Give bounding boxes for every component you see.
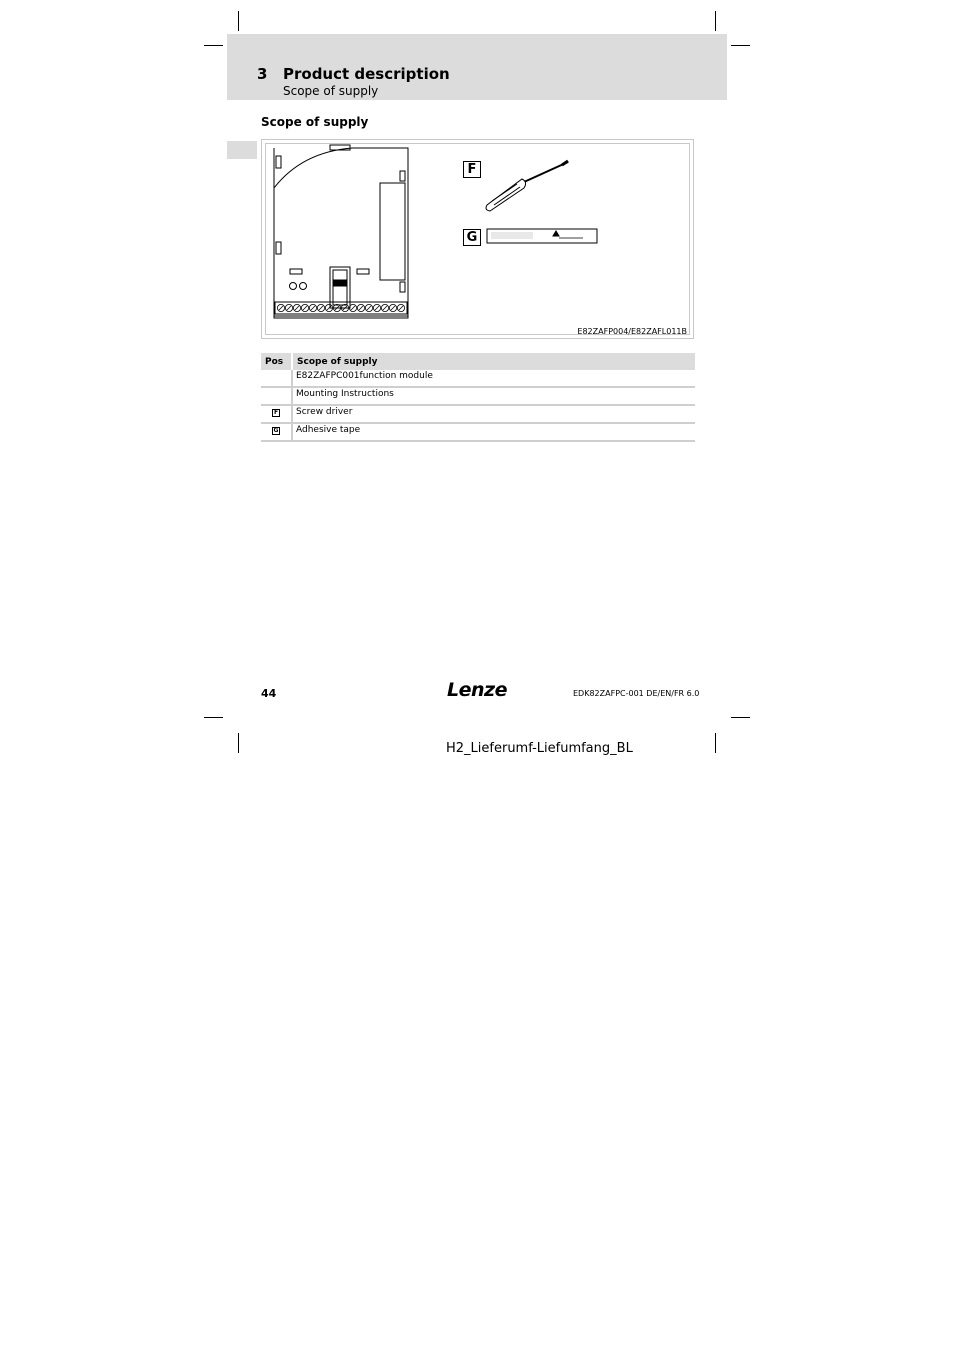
pos-label-g: G (273, 427, 279, 434)
file-label: H2_Lieferumf-Liefumfang_BL (446, 741, 633, 756)
document-id: EDK82ZAFPC-001 DE/EN/FR 6.0 (573, 689, 700, 698)
crop-mark (731, 717, 750, 718)
item-cell: E82ZAFPC001function module (292, 370, 695, 387)
table-row (261, 370, 695, 387)
crop-mark (204, 45, 223, 46)
section-heading: Scope of supply (261, 115, 369, 129)
page-number: 44 (261, 687, 277, 700)
figure-code: E82ZAFP004/E82ZAFL011B (577, 327, 687, 336)
adhesive-tape-drawing (487, 229, 597, 243)
crop-mark (204, 717, 223, 718)
chapter-title: Product description (283, 65, 450, 83)
pos-cell (261, 405, 292, 423)
pos-cell (261, 387, 292, 405)
chapter-subtitle: Scope of supply (283, 84, 379, 98)
item-cell: Adhesive tape (292, 423, 695, 441)
table-row (261, 387, 695, 405)
crop-mark (715, 11, 716, 31)
screwdriver-drawing (486, 161, 568, 211)
pos-cell (261, 370, 292, 387)
crop-mark (238, 11, 239, 31)
side-tab-marker (227, 141, 257, 159)
function-module-drawing (274, 145, 408, 318)
crop-mark (238, 733, 239, 753)
pos-label-f: F (273, 409, 279, 416)
item-cell: Mounting Instructions (292, 387, 695, 405)
scope-of-supply-figure (261, 139, 694, 339)
table-row (261, 423, 695, 441)
scope-of-supply-table (261, 353, 695, 442)
pos-cell (261, 423, 292, 441)
table-row (261, 405, 695, 423)
crop-mark (715, 733, 716, 753)
lenze-logo: Lenze (447, 679, 507, 701)
chapter-number: 3 (257, 65, 268, 83)
column-header-scope: Scope of supply (292, 353, 695, 370)
item-cell: Screw driver (292, 405, 695, 423)
crop-mark (731, 45, 750, 46)
table-header-row (261, 353, 695, 370)
label-g: G (463, 229, 481, 246)
column-header-pos: Pos (261, 353, 292, 370)
label-f: F (463, 161, 481, 178)
